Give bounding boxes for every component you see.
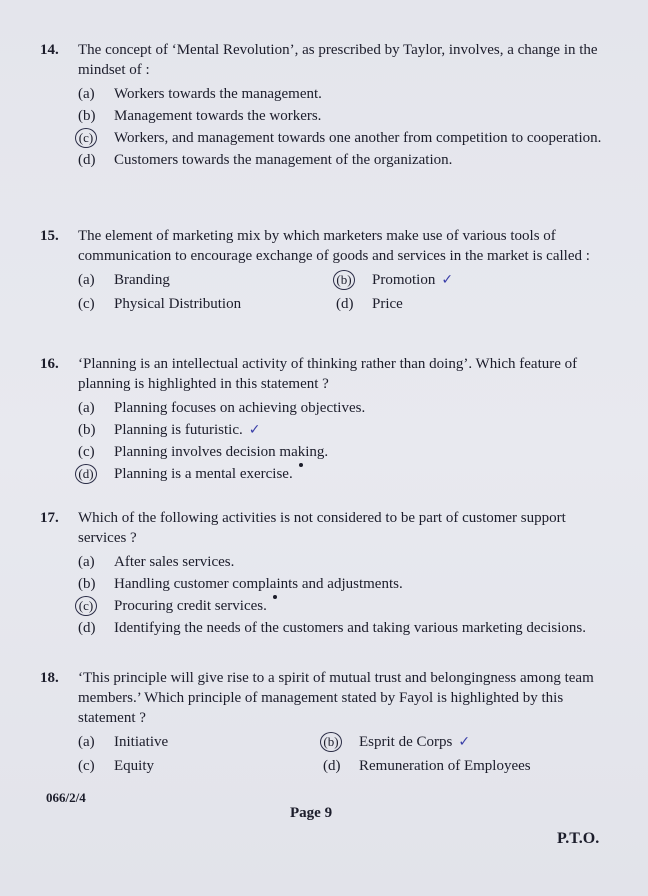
answer-circle: (b): [320, 732, 342, 752]
option-b: (b) Promotion ✓: [336, 269, 615, 291]
question-text: Which of the following activities is not considered to be part of customer support services ?: [78, 510, 566, 546]
options-list: [78, 551, 615, 639]
options-list: [78, 397, 615, 485]
option-b: (b) Esprit de Corps ✓: [323, 731, 615, 753]
question-number: 15.: [40, 228, 59, 244]
options-list: [78, 83, 615, 171]
option-a: (a) Initiative: [78, 734, 169, 750]
question-18: [40, 668, 615, 777]
answer-circle: (d): [75, 464, 97, 484]
question-16: [40, 354, 615, 485]
tick-mark-icon: ✓: [248, 422, 261, 438]
option-c: (c) Workers, and management towards one another from competition to cooperation.: [78, 127, 615, 149]
option-a: (a) Branding: [78, 272, 170, 288]
option-c: (c) Equity: [78, 758, 154, 774]
question-15: [40, 226, 615, 315]
option-a: (a) Workers towards the management.: [78, 86, 322, 102]
option-d: (d) Identifying the needs of the customers and taking various marketing decisions.: [78, 620, 586, 636]
option-a: (a) After sales services.: [78, 554, 235, 570]
page-number: Page 9: [290, 805, 333, 821]
pto-label: P.T.O.: [557, 830, 600, 847]
option-c: (c) Planning involves decision making.: [78, 444, 329, 460]
question-number: 17.: [40, 510, 59, 526]
dot-mark-icon: [273, 595, 277, 599]
option-d: (d) Planning is a mental exercise.: [78, 463, 615, 485]
answer-circle: (c): [75, 128, 97, 148]
option-b: (b) Handling customer complaints and adjustments.: [78, 576, 403, 592]
option-d: (d) Customers towards the management of the organization.: [78, 152, 453, 168]
option-b: (b) Planning is futuristic. ✓: [78, 419, 615, 441]
question-14: [40, 40, 615, 171]
option-d: (d) Remuneration of Employees: [323, 758, 531, 774]
question-number: 18.: [40, 670, 59, 686]
question-text: The element of marketing mix by which marketers make use of various tools of communication to encourage exchange of goods and services in the market is called :: [78, 228, 590, 264]
option-d: (d) Price: [336, 296, 403, 312]
question-17: [40, 508, 615, 639]
answer-circle: (b): [333, 270, 355, 290]
question-number: 16.: [40, 356, 59, 372]
dot-mark-icon: [299, 463, 303, 467]
tick-mark-icon: ✓: [458, 734, 471, 750]
question-number: 14.: [40, 42, 59, 58]
option-a: (a) Planning focuses on achieving objectives.: [78, 400, 366, 416]
option-b: (b) Management towards the workers.: [78, 108, 322, 124]
options-grid: [78, 731, 615, 777]
option-c: (c) Physical Distribution: [78, 296, 242, 312]
answer-circle: (c): [75, 596, 97, 616]
options-grid: [78, 269, 615, 315]
question-text: ‘This principle will give rise to a spirit of mutual trust and belongingness among team members.’ Which principle of management stated by Fayol is highlighted by this statement ?: [78, 670, 594, 726]
tick-mark-icon: ✓: [441, 272, 454, 288]
question-text: ‘Planning is an intellectual activity of thinking rather than doing’. Which feature of planning is highlighted in this statement ?: [78, 356, 578, 392]
option-c: (c) Procuring credit services.: [78, 595, 615, 617]
paper-code: 066/2/4: [46, 790, 86, 805]
question-text: The concept of ‘Mental Revolution’, as prescribed by Taylor, involves, a change in the mindset of :: [78, 42, 598, 78]
